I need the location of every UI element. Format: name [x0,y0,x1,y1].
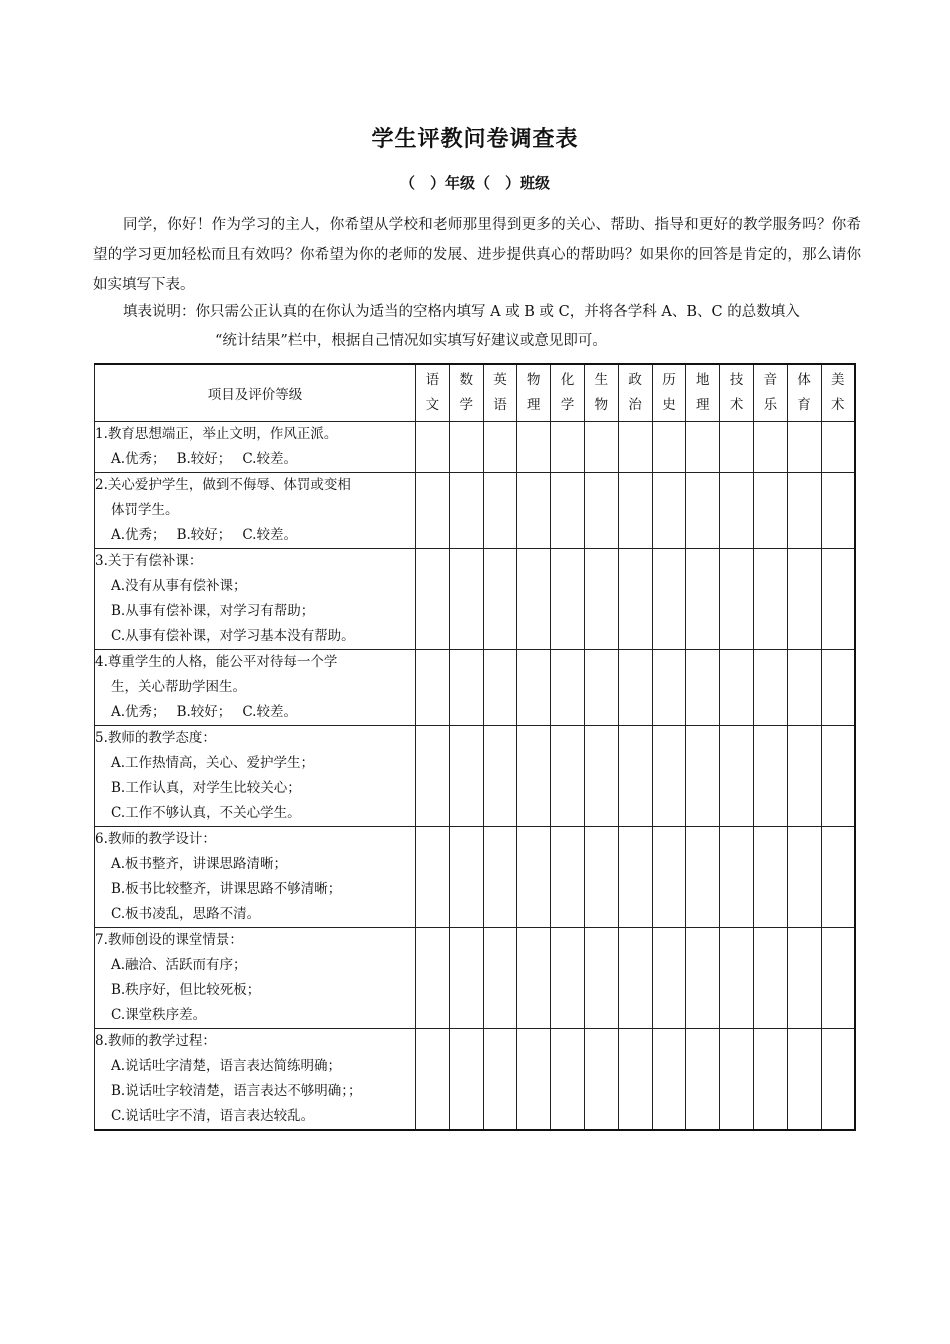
answer-option: C.课堂秩序差。 [111,1007,207,1023]
answer-option: A.融洽、活跃而有序； [111,957,247,973]
rating-cell[interactable] [720,726,754,827]
subject-label: 体育 [797,372,811,413]
rating-cell[interactable] [652,1029,686,1131]
answer-option: C.工作不够认真，不关心学生。 [111,805,301,821]
rating-cell[interactable] [753,726,787,827]
question-cell [95,1029,416,1131]
subject-header [787,364,821,422]
rating-cell[interactable] [483,650,517,726]
rating-cell[interactable] [483,549,517,650]
rating-cell[interactable] [584,928,618,1029]
header-item-label: 项目及评价等级 [95,364,416,422]
rating-cell[interactable] [618,650,652,726]
rating-cell[interactable] [652,473,686,549]
question-text: 5.教师的教学态度： [95,730,216,746]
subject-label: 历史 [662,372,676,413]
rating-cell[interactable] [449,549,483,650]
rating-cell[interactable] [517,422,551,473]
rating-cell[interactable] [449,726,483,827]
rating-cell[interactable] [449,473,483,549]
rating-cell[interactable] [551,422,585,473]
rating-cell[interactable] [652,726,686,827]
rating-cell[interactable] [686,928,720,1029]
rating-cell[interactable] [517,1029,551,1131]
subject-header [753,364,787,422]
rating-cell[interactable] [652,650,686,726]
rating-cell[interactable] [483,827,517,928]
rating-cell[interactable] [517,473,551,549]
table-row [95,1029,856,1131]
table-row [95,827,856,928]
rating-cell[interactable] [753,928,787,1029]
rating-cell[interactable] [551,928,585,1029]
subject-header [416,364,450,422]
rating-cell[interactable] [416,726,450,827]
rating-cell[interactable] [551,827,585,928]
subject-label: 物理 [527,372,541,413]
rating-cell[interactable] [821,549,855,650]
rating-cell[interactable] [449,650,483,726]
rating-cell[interactable] [821,928,855,1029]
rating-cell[interactable] [584,1029,618,1131]
rating-cell[interactable] [753,827,787,928]
rating-cell[interactable] [821,473,855,549]
answer-option: B.板书比较整齐，讲课思路不够清晰； [111,881,342,897]
rating-cell[interactable] [720,1029,754,1131]
answer-option: C.说话吐字不清，语言表达较乱。 [111,1108,315,1124]
answer-option: A.没有从事有偿补课； [111,578,247,594]
question-cell [95,827,416,928]
rating-cell[interactable] [652,549,686,650]
rating-cell[interactable] [584,549,618,650]
rating-cell[interactable] [416,1029,450,1131]
grade-class-line: （ ）年级（ ）班级 [399,174,550,192]
subject-label: 美术 [831,372,845,413]
rating-cell[interactable] [551,473,585,549]
rating-cell[interactable] [584,422,618,473]
subject-label: 政治 [628,372,642,413]
subject-header [584,364,618,422]
rating-cell[interactable] [584,473,618,549]
subject-header [720,364,754,422]
rating-cell[interactable] [821,726,855,827]
rating-cell[interactable] [787,726,821,827]
subject-label: 语文 [425,372,440,413]
question-text: 3.关于有偿补课： [95,553,203,569]
rating-cell[interactable] [720,473,754,549]
question-cell [95,650,416,726]
rating-cell[interactable] [416,422,450,473]
rating-cell[interactable] [551,726,585,827]
rating-cell[interactable] [787,928,821,1029]
rating-cell[interactable] [449,1029,483,1131]
answer-option: A.说话吐字清楚，语言表达简练明确； [111,1058,342,1074]
subject-header [483,364,517,422]
question-text: 4.尊重学生的人格，能公平对待每一个学 [95,654,338,670]
intro-paragraph: 同学，你好！作为学习的主人，你希望从学校和老师那里得到更多的关心、帮助、指导和更好的教学服务吗？你希望的学习更加轻松而且有效吗？你希望为你的老师的发展、进步提供真心的帮助吗？如果你的回答是肯定的，那么请你如实填写下表。 [93,217,861,293]
rating-cell[interactable] [618,827,652,928]
rating-cell[interactable] [787,422,821,473]
question-cell [95,928,416,1029]
answer-option: A.优秀； B.较好； C.较差。 [111,451,297,467]
answer-option: A.优秀； B.较好； C.较差。 [111,527,297,543]
question-cell [95,473,416,549]
table-body [95,422,856,1131]
rating-cell[interactable] [720,827,754,928]
table-row [95,473,856,549]
subject-label: 地理 [696,372,710,413]
question-text-continued: 生，关心帮助学困生。 [111,679,246,695]
rating-cell[interactable] [449,827,483,928]
table-row [95,422,856,473]
rating-cell[interactable] [483,422,517,473]
question-text-continued: 体罚学生。 [111,502,179,518]
rating-cell[interactable] [686,549,720,650]
answer-option: C.从事有偿补课，对学习基本没有帮助。 [111,628,355,644]
answer-option: B.从事有偿补课，对学习有帮助； [111,603,315,619]
subject-header [821,364,855,422]
subject-header [517,364,551,422]
rating-cell[interactable] [686,1029,720,1131]
rating-cell[interactable] [517,726,551,827]
rating-cell[interactable] [753,473,787,549]
rating-cell[interactable] [618,1029,652,1131]
rating-cell[interactable] [686,726,720,827]
rating-cell[interactable] [686,422,720,473]
answer-option: B.工作认真，对学生比较关心； [111,780,301,796]
rating-cell[interactable] [787,827,821,928]
subject-header [449,364,483,422]
rating-cell[interactable] [483,726,517,827]
rating-cell[interactable] [686,650,720,726]
rating-cell[interactable] [652,422,686,473]
subject-header [652,364,686,422]
answer-option: B.说话吐字较清楚，语言表达不够明确；； [111,1083,362,1099]
rating-cell[interactable] [416,473,450,549]
table-row [95,549,856,650]
rating-cell[interactable] [517,650,551,726]
rating-cell[interactable] [652,827,686,928]
rating-cell[interactable] [449,422,483,473]
question-text: 7.教师创设的课堂情景： [95,932,243,948]
rating-cell[interactable] [483,928,517,1029]
rating-cell[interactable] [686,473,720,549]
rating-cell[interactable] [753,650,787,726]
question-text: 6.教师的教学设计： [95,831,216,847]
rating-cell[interactable] [416,827,450,928]
rating-cell[interactable] [517,549,551,650]
rating-cell[interactable] [753,549,787,650]
subject-label: 生物 [594,372,609,413]
rating-cell[interactable] [618,726,652,827]
table-row [95,726,856,827]
rating-cell[interactable] [449,928,483,1029]
rating-cell[interactable] [483,473,517,549]
answer-option: B.秩序好，但比较死板； [111,982,261,998]
instructions-line-2: “统计结果”栏中，根据自己情况如实填写好建议或意见即可。 [215,333,607,349]
rating-cell[interactable] [618,928,652,1029]
rating-cell[interactable] [416,549,450,650]
rating-cell[interactable] [720,928,754,1029]
answer-option: C.板书凌乱，思路不清。 [111,906,261,922]
question-cell [95,549,416,650]
rating-cell[interactable] [618,422,652,473]
answer-option: A.工作热情高，关心、爱护学生； [111,755,315,771]
page-title: 学生评教问卷调查表 [371,126,579,152]
rating-cell[interactable] [416,650,450,726]
question-text: 8.教师的教学过程： [95,1033,216,1049]
rating-cell[interactable] [720,422,754,473]
rating-cell[interactable] [551,650,585,726]
rating-cell[interactable] [753,422,787,473]
subject-header [686,364,720,422]
rating-cell[interactable] [416,928,450,1029]
survey-table [94,363,856,1131]
rating-cell[interactable] [483,1029,517,1131]
rating-cell[interactable] [821,650,855,726]
question-text: 2.关心爱护学生，做到不侮辱、体罚或变相 [95,477,351,493]
rating-cell[interactable] [551,1029,585,1131]
instructions-line-1: 填表说明：你只需公正认真的在你认为适当的空格内填写 A 或 B 或 C，并将各学科 A、B、C 的总数填入 [123,304,800,320]
subject-header [551,364,585,422]
rating-cell[interactable] [551,549,585,650]
rating-cell[interactable] [618,549,652,650]
answer-option: A.板书整齐，讲课思路清晰； [111,856,288,872]
rating-cell[interactable] [517,827,551,928]
rating-cell[interactable] [584,650,618,726]
subject-label: 英语 [493,372,507,413]
rating-cell[interactable] [787,549,821,650]
rating-cell[interactable] [618,473,652,549]
table-row [95,928,856,1029]
subject-label: 技术 [729,372,744,413]
rating-cell[interactable] [787,1029,821,1131]
rating-cell[interactable] [753,1029,787,1131]
answer-option: A.优秀； B.较好； C.较差。 [111,704,297,720]
rating-cell[interactable] [517,928,551,1029]
question-cell [95,422,416,473]
rating-cell[interactable] [821,1029,855,1131]
subject-header [618,364,652,422]
subject-label: 音乐 [763,372,778,413]
subject-label: 化学 [560,372,575,413]
rating-cell[interactable] [584,827,618,928]
question-text: 1.教育思想端正，举止文明，作风正派。 [95,426,338,442]
rating-cell[interactable] [686,827,720,928]
rating-cell[interactable] [652,928,686,1029]
rating-cell[interactable] [720,549,754,650]
question-cell [95,726,416,827]
rating-cell[interactable] [720,650,754,726]
subject-label: 数学 [459,372,473,413]
table-header-row [95,364,856,422]
rating-cell[interactable] [584,726,618,827]
rating-cell[interactable] [787,650,821,726]
rating-cell[interactable] [821,422,855,473]
rating-cell[interactable] [787,473,821,549]
table-row [95,650,856,726]
rating-cell[interactable] [821,827,855,928]
